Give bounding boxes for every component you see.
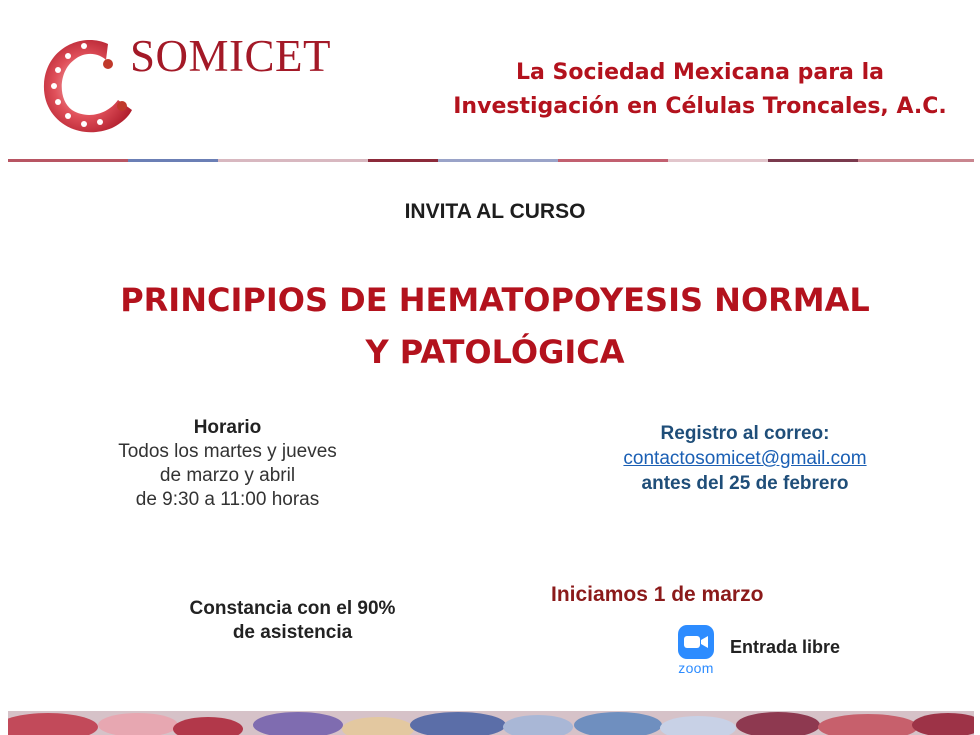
registration-block xyxy=(560,421,930,496)
cell-image-band-bottom xyxy=(8,711,974,735)
registration-heading: Registro al correo: xyxy=(660,423,830,444)
registration-deadline: antes del 25 de febrero xyxy=(641,473,849,494)
org-name-line1: La Sociedad Mexicana para la xyxy=(516,60,884,85)
organization-name xyxy=(440,56,960,124)
zoom-camera-icon xyxy=(678,625,714,659)
invite-heading: INVITA AL CURSO xyxy=(404,200,586,223)
start-date: Iniciamos 1 de marzo xyxy=(551,583,764,606)
course-title-line2: Y PATOLÓGICA xyxy=(365,333,625,371)
org-name-line2: Investigación en Células Troncales, A.C. xyxy=(453,94,947,119)
course-title-line1: PRINCIPIOS DE HEMATOPOYESIS NORMAL xyxy=(120,281,870,319)
zoom-logo-text: zoom xyxy=(678,660,714,676)
logo-text: SOMICET xyxy=(130,31,332,81)
certificate-line1: Constancia con el 90% xyxy=(189,598,396,619)
schedule-line2: de marzo y abril xyxy=(159,465,296,486)
cell-image-band-top xyxy=(8,154,974,162)
free-entry-label: Entrada libre xyxy=(730,637,841,657)
registration-email-link[interactable]: contactosomicet@gmail.com xyxy=(623,448,867,469)
schedule-block xyxy=(70,416,385,512)
schedule-line1: Todos los martes y jueves xyxy=(118,441,337,462)
course-title xyxy=(0,274,980,378)
schedule-heading: Horario xyxy=(193,417,262,438)
certificate-line2: de asistencia xyxy=(232,622,353,643)
certificate-note xyxy=(150,597,435,645)
somicet-logo-icon xyxy=(38,30,138,140)
schedule-line3: de 9:30 a 11:00 horas xyxy=(135,489,320,510)
